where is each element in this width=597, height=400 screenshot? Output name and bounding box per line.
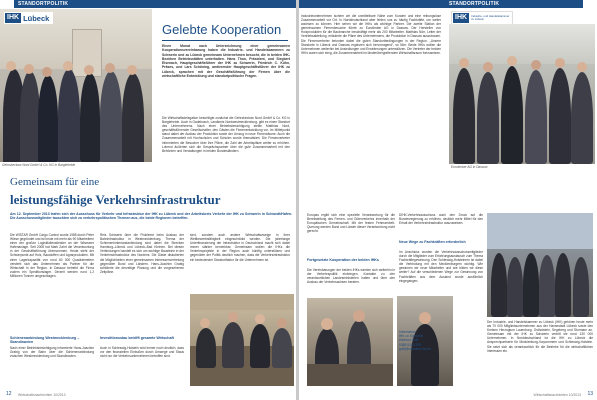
main-subhead-1: Schienenanbindung Westmecklenburg – Skandinavien: [10, 336, 80, 345]
main-story-title-line2: leistungsfähige Verkehrsinfrastruktur: [10, 192, 221, 207]
top-story-lead: Einen Monat nach Unterzeichnung einer gemeinsamen Kooperationsvereinbarung haben die Industrie- und Handelskammern zu Schwerin und zu Lübeck gemeinsam Unternehmen besucht, die in beiden IHK-Bezirken Betriebsstätten unterhalten. Hans Thon, Präsident, und Siegbert Eisenach, Hauptgeschäftsführer der IHK zu Schwerin, Friedrich C. Kühn, Präses, und Lars Schöning, amtierender Hauptgeschäftsführer der IHK zu Lübeck, sprachen mit der Geschäftsführung der Firmen über die wirtschaftliche Entwicklung und standortpolitische Fragen.: [162, 44, 290, 79]
info-name: Hartmut Gulli: [399, 338, 419, 343]
caption-left-photo: Gehrsbeckow Nord GmbH & Co. KG in Bargteheide: [2, 163, 76, 167]
section-label-left: STANDORTPOLITIK: [18, 1, 69, 7]
top-story-body-col1: Die Wirtschaftsdelegation besichtigte zunächst die Gehrsbeckow Nord GmbH & Co. KG in Bargteheide. Auch in Gadebusch, Landkreis Nordwestmecklenburg, gibt es einen Standort des Unternehmens. Nach einer Betriebsbesichtigung stellte Matthias Nord, geschäftsführender Gesellschafter, den Gästen die Firmenentwicklung vor. Im Mittelpunkt stand dabei der Ausbau der Produktion sowie der Umzug in neue Firmenräume. Auch die Zusammenarbeit mit Hochschulen und Schulen wurde thematisiert. Die Firmenvertreter informierten die Besucher über ihre Pläne, die Zahl der Arbeitsplätze weiter zu erhöhen. Lobend äußerten sich die Gesprächspartner über die gute Zusammenarbeit mit den Behörden und Verwaltungen in beiden Bundesländern.: [162, 116, 290, 153]
photo-conference-1: [307, 298, 393, 386]
photo-gehrsbeckow: [0, 9, 152, 162]
main-col5: DIHK-Verkehrsausschuss auch den Druck auf die Bundesregierung zu erhöhen, deutlich mehr Mittel für den Erhalt der Verkehrsinfrastruktur auszuweisen.: [399, 213, 483, 226]
left-page-number: 12: [6, 391, 12, 397]
section-ribbon-right: [299, 0, 597, 8]
main-subhead-2: Investitionsstau betrifft gesamte Wirtschaft: [100, 336, 174, 340]
right-page: [299, 0, 597, 400]
photo-eurotimber: [449, 24, 595, 164]
ihk-logo-city: Lübeck: [23, 13, 50, 23]
main-col5b: Im Anschluss wurden die Verkehrsausschussmitglieder durch die Mitglieder zum Erfahrungsaustausch zum Thema Fachkräftegewinnung. Den Schleswig-Holsteinern ist dabei die Verbindung mit den Mecklenburgern wichtig. Wie gewinnen wir neue Mitarbeiter und wie bilden wir diese weiter? Auf die verschiedenen Wege zur Gewinnung von Fachkräften aus dem Ausland wurde ausführlich eingegangen.: [399, 250, 483, 283]
contact-info-box: [399, 330, 459, 351]
main-subhead-4: Neue Wege zu Fachkräften erforderlich: [399, 240, 466, 244]
main-col3: sind, sondern auch andere Wirtschaftszweige in ihrer Wettbewerbsfähigkeit eingeschränkt werden. Die jahrelange Unterfinanzierung der Infrastruktur in Deutschland macht sich dabei immer stärker bemerkbar. Gemeinsam wollen die IHKs die Verkehrsprojekte in der Region auch künftig unterstützen und gegenüber der Politik deutlich machen, dass die Verkehrsinfrastruktur ein bedeutender Standortfaktor für die Unternehmen ist.: [190, 233, 290, 262]
info-phone: 0385 5103-209: [399, 342, 422, 347]
main-col2b: Auch in Schleswig-Holstein wird immer noch deutlich, dass vor den finanziellen Einbußen durch Umwege und Staus nicht nur die Verkehrsunternehmen betroffen sind.: [100, 346, 184, 359]
main-col4b: Die Vereinbarungen der beiden IHKs werden sich weiterhin in der Verkehrspolitik einbringen. Kontakte zu den verantwortlichen Landesministerien halten und über den Ausbau der Verkehrsachsen beraten.: [307, 268, 395, 285]
top-story-body-col2: Industrieunternehmen sichern wir die unmittelbare Nähe zum Kunden und eine reibungslose Zusammenarbeit vor Ort. In Norddeutschland aber fehlen uns zu häufig Fachkräfte, um weiter wachsen zu können. Hier sehen wir die IHKs als wichtige Partner. Die zweite Station der gemeinsamen Firmenbesuche führte zu Eurotimber AG in Dassow. Der Hersteller von Holzprodukten für die Baubranche beschäftigt mehr als 200 Mitarbeiter. Matthias Nörr, Leiter der Vertriebsabteilung, erläuterte die Pläne des Unternehmens, die Produktion in Dassow auszubauen. Die Firmenvertreter betonten dabei die guten Standortbedingungen in der Region. „Unsere Standorte in Lübeck und Dassow ergänzen sich hervorragend“, so Nörr. Beide IHKs wollen die Unternehmen weiterhin bei Ansiedlungen und Erweiterungen unterstützen. Die Vertreter der beiden IHKs waren sich einig, die Zusammenarbeit im länderübergreifenden Wirtschaftsraum fortzusetzen.: [301, 14, 441, 55]
top-story-title: Gelebte Kooperation: [162, 22, 282, 37]
main-col1b: Nach einer Betriebsbesichtigung informierte Hans-Joachim Grabig von der Bahn über die Schienenanbindung zwischen Westmecklenburg und Skandinavien.: [10, 346, 94, 359]
info-org: IHK zu Schwerin: [399, 334, 424, 339]
info-mail-link[interactable]: gulli@schwerin.ihk.de: [399, 346, 431, 351]
info-label: Information:: [399, 330, 417, 334]
main-subhead-3: Fortgesetzte Kooperation der beiden IHKs: [307, 258, 379, 262]
ihk-logo-mark: IHK: [7, 14, 20, 21]
right-page-footer: Wirtschaftsnachrichten 10/2013: [533, 392, 581, 397]
ribbon-marker-right: [582, 0, 597, 8]
title-rule: [162, 40, 288, 41]
right-page-number: 13: [587, 391, 593, 397]
main-story-title-line1: Gemeinsam für eine: [10, 176, 100, 188]
caption-right-photo: Eurotimber AG in Dassow: [451, 165, 488, 169]
photo-group-right: [487, 213, 593, 317]
photo-meeting: [190, 294, 294, 386]
ihk-luebeck-logo: [4, 12, 53, 24]
left-page-footer: Wirtschaftsnachrichten 10/2013: [18, 392, 66, 397]
main-col4: Europas ergibt sich eine spezielle Verantwortung für die Bereitstellung des Fernen- und Güterverkehrs innerhalb der Europäischen Gemeinschaft. Mit der festen Fehmarnbelt-Querung werden Bund und Länder dieser Verantwortung nicht gerecht.: [307, 213, 395, 234]
section-label-right: STANDORTPOLITIK: [449, 1, 500, 7]
ihk-right-logo-text: Industrie- und Handelskammer zu Lübeck: [471, 13, 510, 21]
ihk-right-logo-mark: IHK: [455, 14, 468, 21]
ribbon-marker-left: [0, 0, 15, 8]
main-story-lead: Am 12. September 2013 trafen sich der Ausschuss für Verkehr und Infrastruktur der IHK zu Lübeck und der Arbeitskreis Verkehr der IHK zu Schwerin in Schwedt/Hafen. Die Ausschussmitglieder tauschten sich zu verkehrspolitischen Themen aus, die beide Regionen betreffen.: [10, 212, 292, 221]
ihk-right-logo: [451, 11, 513, 25]
section-ribbon-left: [0, 0, 296, 8]
main-col2: Reis Schwerin über die Probleme beim Ausbau der Bahninfrastruktur in Westmecklenburg. Thema der Schienenhinterlandanbindung sind dabei die Strecken Hamburg–Lübeck und Lübeck–Bad Kleinen. Bei diesen Verbindungen handelt es sich um wichtige Bausteine in der Verkehrsinfrastruktur des Nordens. Die Gäste diskutierten die Möglichkeiten einer gemeinsamen Interessenvertretung gegenüber Bund und Ländern. Hans-Joachim Grabig schilderte die derzeitige Planung und die vorgesehenen Zeitpläne.: [100, 233, 184, 274]
left-page: [0, 0, 296, 400]
main-col1: Die WISTAR GmbH Cargo Control wurde 1988 durch Peter Wiese gegründet und ist heute mit mehr als 90 Mitarbeitern einer der großen Logistikdienstleister an der Wismarer Hafenanlage. Seit 2008 hat Mark Zahrt die Verantwortung in der Geschäftsführung übernommen. Heute steht der Schwerpunkt auf Holz, Baustoffen und Agrarprodukten. Mit einer Lagerkapazität von rund 60 000 Quadratmetern versteht sich das Unternehmen als Partner für die Wirtschaft in der Region. In Dassow betreibt die Firma zudem ein Speditionslager. Derzeit werden rund 1,2 Millionen Tonnen umgeschlagen.: [10, 233, 94, 278]
main-sidebar: Der Industrie- und Handelskammer zu Lübeck (IHK) gehören heute mehr als 70 000 Mitgliedsunternehmen aus der Hansestadt Lübeck sowie den Kreisen Herzogtum Lauenburg, Ostholstein, Segeberg und Stormarn an. Gemeinsam mit der IHK zu Schwerin vertritt sie rund 130 000 Unternehmen. In Norddeutschland ist die IHK zu Lübeck die Ansprechpartnerin für Mecklenburg-Vorpommern und Schleswig-Holstein. Sie setzt sich als verantwortlich für die Betriebe für die wirtschaftlichen Interessen ein.: [487, 320, 593, 353]
